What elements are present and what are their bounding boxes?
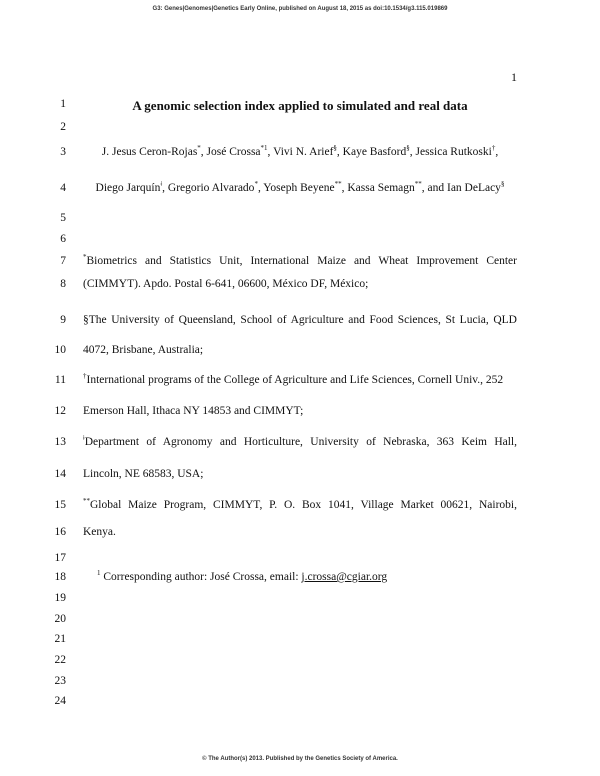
author-separator: , and: [421, 182, 447, 194]
author-separator: ,: [336, 146, 343, 158]
author-affiliation-mark: §: [333, 144, 337, 153]
author-affiliation-mark: †: [491, 144, 496, 153]
author-affiliation-mark: ǂ: [160, 180, 163, 189]
author-separator: ,: [409, 146, 416, 158]
line-number: 10: [54, 344, 66, 356]
author-affiliation-mark: §: [500, 180, 505, 189]
line-number: 14: [54, 468, 66, 480]
author-name: Yoseph Beyene: [263, 182, 335, 194]
author-affiliation-mark: *1: [260, 144, 268, 153]
author-name: Kassa Semagn: [347, 182, 415, 194]
affiliation-3-line-2: Emerson Hall, Ithaca NY 14853 and CIMMYT;: [83, 405, 304, 417]
line-number: 6: [60, 233, 66, 245]
affiliation-1-line-2: (CIMMYT). Apdo. Postal 6-641, 06600, México DF, México;: [83, 278, 369, 290]
line-number: 24: [54, 695, 66, 707]
author-affiliation-mark: **: [414, 180, 422, 189]
authors-line-2: [83, 182, 517, 194]
line-number: 3: [60, 146, 66, 158]
author-separator: ,: [162, 182, 168, 194]
line-number: 7: [60, 255, 66, 267]
line-number: 8: [60, 278, 66, 290]
author-affiliation-mark: **: [334, 180, 342, 189]
author-name: Vivi N. Arief: [273, 146, 334, 158]
copyright-footer: © The Author(s) 2013. Published by the Genetics Society of America.: [202, 756, 398, 762]
affiliation-2-line-2: 4072, Brisbane, Australia;: [83, 344, 204, 356]
author-separator: ,: [257, 182, 264, 194]
author-name: Ian DeLacy: [446, 182, 501, 194]
author-name: José Crossa: [206, 146, 261, 158]
author-name: J. Jesus Ceron-Rojas: [101, 146, 198, 158]
author-name: Jessica Rutkoski: [415, 146, 492, 158]
line-number: 15: [54, 499, 66, 511]
affiliation-4-line-2: Lincoln, NE 68583, USA;: [83, 468, 204, 480]
paper-title: A genomic selection index applied to simulated and real data: [132, 98, 468, 113]
line-number: 11: [54, 374, 66, 386]
line-number: 13: [54, 436, 66, 448]
line-number: 18: [54, 571, 66, 583]
line-number: 17: [54, 552, 66, 564]
author-separator: ,: [341, 182, 348, 194]
line-number: 1: [60, 98, 66, 110]
affiliation-5-line-1: **Global Maize Program, CIMMYT, P. O. Box 1041, Village Market 00621, Nairobi,: [83, 497, 517, 511]
line-number: 9: [60, 314, 66, 326]
affiliation-1-line-1: *Biometrics and Statistics Unit, International Maize and Wheat Improvement Center: [83, 253, 517, 267]
line-number: 2: [60, 121, 66, 133]
line-number: 23: [54, 675, 66, 687]
author-separator: ,: [267, 146, 274, 158]
email-link[interactable]: j.crossa@cgiar.org: [301, 571, 388, 583]
corresponding-author: $^1$ Corresponding author: José Crossa, email: j.crossa@cgiar.org: [97, 569, 388, 583]
author-affiliation-mark: *: [254, 180, 258, 189]
authors-line-1: [83, 146, 517, 158]
author-affiliation-mark: *: [197, 144, 201, 153]
line-number: 22: [54, 654, 66, 666]
line-number: 16: [54, 526, 66, 538]
journal-header: G3: Genes|Genomes|Genetics Early Online, published on August 18, 2015 as doi:10.1534/g3.115.019869: [152, 6, 448, 12]
author-affiliation-mark: §: [406, 144, 410, 153]
author-name: Gregorio Alvarado: [167, 182, 255, 194]
affiliation-5-line-2: Kenya.: [83, 526, 116, 538]
line-number: 21: [54, 633, 66, 645]
line-number: 12: [54, 405, 66, 417]
page-number: 1: [511, 70, 517, 84]
author-name: Diego Jarquín: [95, 182, 161, 194]
author-separator: ,: [495, 146, 499, 158]
author-separator: ,: [200, 146, 207, 158]
line-number: 19: [54, 592, 66, 604]
author-name: Kaye Basford: [342, 146, 407, 158]
affiliation-2-line-1: §The University of Queensland, School of Agriculture and Food Sciences, St Lucia, QLD: [83, 314, 517, 326]
line-number: 4: [60, 182, 66, 194]
line-number: 5: [60, 212, 66, 224]
affiliation-4-line-1: $^ǂ$Department of Agronomy and Horticulture, University of Nebraska, 363 Keim Hall,: [83, 434, 517, 448]
affiliation-3-line-1: †International programs of the College of Agriculture and Life Sciences, Cornell Univ., 252: [83, 372, 504, 386]
line-number: 20: [54, 613, 66, 625]
